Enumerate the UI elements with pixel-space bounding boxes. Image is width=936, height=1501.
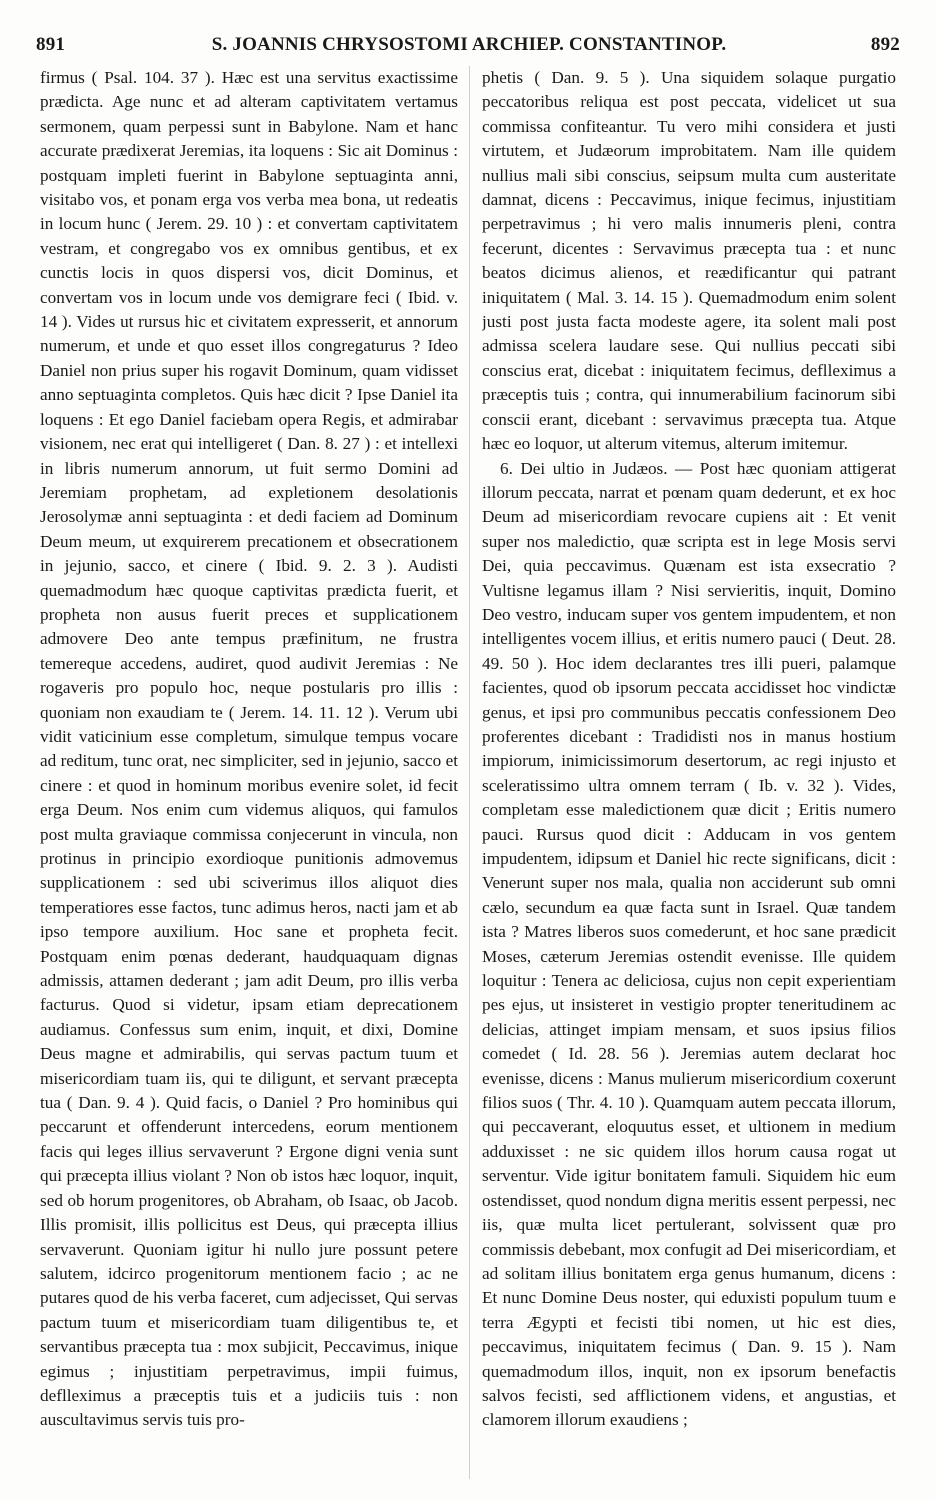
right-column <box>482 66 896 1479</box>
running-title: S. JOANNIS CHRYSOSTOMI ARCHIEP. CONSTANTINOP. <box>211 34 727 55</box>
right-column-paragraph-section-6: 6. Dei ultio in Judæos. — Post hæc quoniam attigerat illorum peccata, narrat et pœnam quam dederunt, et ex hoc Deum ad misericordiam revocare cupiens ait : Et venit super nos maledictio, quæ scripta est in lege Mosis servi Dei, quia peccavimus. Quænam est ista exsecratio ? Vultisne legamus illam ? Nisi servieritis, inquit, Domino Deo vestro, inducam super vos gentem impudentem, et non intelligentes vocem illius, et eritis numero pauci ( Deut. 28. 49. 50 ). Hoc idem declarantes tres illi pueri, palamque facientes, quod ob ipsorum peccata accidisset hoc vindictæ genus, et ipsi pro communibus peccatis confessionem Deo proferentes dicebant : Tradidisti nos in manus hostium impiorum, inimicissimorum desertorum, ac regi injusto et sceleratissimo ultra omnem terram ( Ib. v. 32 ). Vides, completam esse maledictionem quæ dicit ; Eritis numero pauci. Rursus quod dicit : Adducam in vos gentem impudentem, idipsum et Daniel hic recte significans, dicit : Venerunt super nos mala, qualia non acciderunt sub omni cælo, secundum ea quæ facta sunt in Israel. Quæ tandem ista ? Matres liberos suos comederunt, et hoc sane prædicit Moses, cæterum Jeremias ostendit evenisse. Ille quidem loquitur : Tenera ac deliciosa, cujus non cepit experientiam pes ejus, ut insisteret in vestigio propter teneritudinem ac delicias, attinget impiam mensam, et suos ipsius filios comedet ( Id. 28. 56 ). Jeremias autem declarat hoc evenisse, dicens : Manus mulierum misericordium coxerunt filios suos ( Thr. 4. 10 ). Quamquam autem peccata illorum, qui peccaverant, eloquutus esset, et ultionem in medium adduxisset : ne sic quidem illos horum causa rogat ut serventur. Vide igitur bonitatem famuli. Siquidem hic eum ostendisset, quod nondum digna meritis essent perpessi, nec iis, quæ multa licet pertulerant, solvissent quæ pro commissis debebant, mox confugit ad Dei misericordiam, et ad solitam illius bonitatem erga genus humanum, dicens : Et nunc Domine Deus noster, qui eduxisti populum tuum e terra Ægypti et fecisti tibi nomen, ut hic est dies, peccavimus, iniquitatem fecimus ( Dan. 9. 15 ). Nam quemadmodum illos, inquit, non ex ipsorum benefactis salvos fecisti, sed afflictionem videns, et angustias, et clamorem illorum exaudiens ; <box>482 458 896 1430</box>
running-header <box>32 32 906 60</box>
page-number-right: 892 <box>870 34 900 55</box>
column-gutter <box>469 66 470 1479</box>
left-column-paragraph: firmus ( Psal. 104. 37 ). Hæc est una servitus exactissime prædicta. Age nunc et ad alteram captivitatem vertamus sermonem, quam perpessi sunt in Babylone. Nam et hanc accurate prædixerat Jeremias, ita loquens : Sic ait Dominus : postquam impleti fuerint in Babylone septuaginta anni, visitabo vos, et ponam erga vos verba mea bona, ut redeatis in locum hunc ( Jerem. 29. 10 ) : et convertam captivitatem vestram, et congregabo vos ex omnibus gentibus, et ex cunctis locis in quos dispersi vos, dicit Dominus, et convertam vos in locum unde vos demigrare feci ( Ibid. v. 14 ). Vides ut rursus hic et civitatem expresserit, et annorum numerum, et unde et quo esset illos congregaturus ? Ideo Daniel non prius super his rogavit Dominum, quam vidisset anno septuaginta completos. Quis hæc dicit ? Ipse Daniel ita loquens : Et ego Daniel faciebam opera Regis, et admirabar visionem, nec erat qui intelligeret ( Dan. 8. 27 ) : et intellexi in libris numerum annorum, ut fuit sermo Domini ad Jeremiam prophetam, ad expletionem desolationis Jerosolymæ anni septuaginta : et dedi faciem ad Dominum Deum meum, ut exquirerem precationem et obsecrationem in jejunio, sacco, et cinere ( Ibid. 9. 2. 3 ). Audisti quemadmodum hæc quoque captivitas prædicta fuerit, et propheta non ausus fuerit preces et supplicationem admovere Deo ante tempus præfinitum, ne frustra temereque accedens, audiret, quod audivit Jeremias : Ne rogaveris pro populo hoc, neque postularis pro illis : quoniam non exaudiam te ( Jerem. 14. 11. 12 ). Verum ubi vidit vaticinium esse completum, simulque tempus vocare ad reditum, tunc orat, nec simpliciter, sed in jejunio, sacco et cinere : et quod in hominum moribus evenire solet, id fecit erga Deum. Nos enim cum videmus aliquos, qui famulos post multa graviaque commissa conjecerunt in vincula, non protinus in principio exordioque punitionis admovemus supplicationem : sed ubi sciverimus illos aliquot dies temperatiores esse factos, tunc adimus heros, nacti jam et ab ipso tempore auxilium. Hoc sane et propheta fecit. Postquam enim pœnas dederant, haudquaquam dignas admissis, attamen dederant ; jam adit Deum, pro illis verba facturus. Quod si videtur, ipsam etiam deprecationem audiamus. Confessus sum enim, inquit, et dixi, Domine Deus magne et admirabilis, qui servas pactum tuum et misericordiam tuam iis, qui te diligunt, et servant præcepta tua ( Dan. 9. 4 ). Quid facis, o Daniel ? Pro hominibus qui peccarunt et offenderunt intercedens, eorum mentionem facis qui leges illius servaverunt ? Ergone digni venia sunt qui præcepta illius violant ? Non ob istos hæc loquor, inquit, sed ob horum progenitores, ob Abraham, ob Isaac, ob Jacob. Illis promisit, illis pollicitus est Deus, qui præcepta illius servaverunt. Quoniam igitur hi nullo jure possunt petere salutem, idcirco progenitorum mentionem facio ; ac ne putares quod de his verba faceret, cum adjecisset, Qui servas pactum tuum et misericordiam tuam diligentibus te, et servantibus præcepta tua : mox subjicit, Peccavimus, inique egimus ; injustitiam perpetravimus, impii fuimus, deflleximus a præceptis tuis et a judiciis tuis : non auscultavimus servis tuis pro- <box>40 68 458 1430</box>
page-number-left: 891 <box>36 34 66 55</box>
right-column-paragraph: phetis ( Dan. 9. 5 ). Una siquidem solaque purgatio peccatoribus reliqua est post peccata, videlicet ut sua commissa confiteantur. Tu vero mihi considera et justi virtutem, et Judæorum improbitatem. Nam ille quidem nullius mali sibi conscius, seipsum multa cum austeritate damnat, dicens : Peccavimus, inique fecimus, injustitiam perpetravimus ; hi vero malis innumeris pleni, contra fecerunt, dicentes : Servavimus præcepta tua : et nunc beatos dicimus alienos, et reædificantur qui patrant iniquitatem ( Mal. 3. 14. 15 ). Quemadmodum enim solent justi post justa facta modeste agere, ita solent mali post admissa scelera laudare sese. Qui nullius peccati sibi conscius erat, dicebat : iniquitatem fecimus, deflleximus a præceptis tuis ; contra, qui innumerabilium facinorum sibi conscii erant, dicebant : servavimus præcepta tua. Atque hæc eo loquor, ut alterum vitemus, alterum imitemur. <box>482 68 896 454</box>
left-column <box>40 66 458 1479</box>
